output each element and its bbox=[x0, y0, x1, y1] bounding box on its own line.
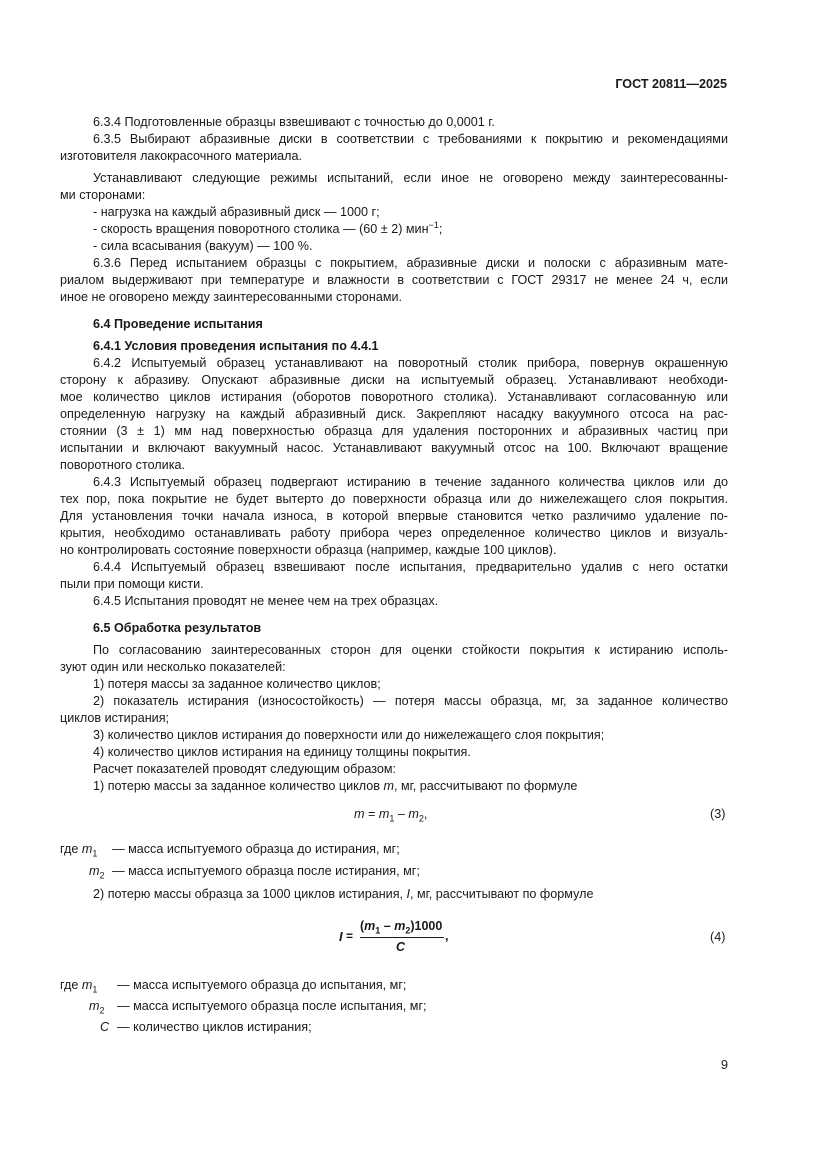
where-2-m2-sub: 2 bbox=[99, 1005, 105, 1016]
calculation-intro: Расчет показателей проводят следующим образом: bbox=[93, 762, 397, 776]
modes-intro-line-1: Устанавливают следующие режимы испытаний, если иное не оговорено между заинтересованны- bbox=[93, 171, 728, 185]
where-2-m1 bbox=[60, 977, 97, 994]
eq4-num-minus: – bbox=[380, 919, 395, 933]
clause-6-3-6-line-3: иное не оговорено между заинтересованными сторонами. bbox=[60, 290, 403, 304]
eq4-num-sub1: 1 bbox=[375, 925, 381, 936]
eq3-m1: m bbox=[378, 807, 390, 821]
eq3-sub2: 2 bbox=[418, 813, 424, 824]
eq3-comma: , bbox=[423, 807, 428, 821]
clause-6-4-2-line-7: поворотного столика. bbox=[60, 458, 185, 472]
where-2-m2-description: — масса испытуемого образца после испытания, мг; bbox=[117, 999, 427, 1013]
clause-6-4-3-line-1: 6.4.3 Испытуемый образец подвергают истиранию в течение заданного количества циклов или до bbox=[93, 475, 728, 489]
where-1-m2-sub: 2 bbox=[99, 870, 105, 881]
clause-6-4-2-line-5: стоянии (3 ± 1) мм над поверхностью образца для удаления посторонних и абразивных частиц при bbox=[60, 424, 728, 438]
clause-6-4-4-line-1: 6.4.4 Испытуемый образец взвешивают после испытания, предварительно удалив с него остатки bbox=[93, 560, 728, 574]
calculation-item-1-end: , мг, рассчитывают по формуле bbox=[393, 779, 578, 793]
equation-3 bbox=[354, 806, 427, 823]
page-number: 9 bbox=[721, 1058, 729, 1072]
clause-6-3-6-line-1: 6.3.6 Перед испытанием образцы с покрытием, абразивные диски и полоски с абразивным мате- bbox=[93, 256, 728, 270]
eq3-m: m bbox=[354, 807, 365, 821]
where-1-m1-sub: 1 bbox=[92, 848, 98, 859]
section-6-5-intro-line-1: По согласованию заинтересованных сторон для оценки стойкости покрытия к истиранию исполь- bbox=[93, 643, 728, 657]
calculation-item-2-text: 2) потерю массы образца за 1000 циклов истирания, bbox=[93, 887, 407, 901]
eq4-num-m1: m bbox=[364, 919, 376, 933]
clause-6-4-3-line-4: крытия, необходимо останавливать работу прибора через определенное количество циклов и визуаль- bbox=[60, 526, 728, 540]
mode-item-speed-end: ; bbox=[438, 222, 443, 236]
where-1-m1 bbox=[60, 841, 97, 858]
calculation-item-1 bbox=[93, 778, 577, 795]
clause-6-3-6-line-2: риалом выдерживают при температуре и влажности в соответствии с ГОСТ 29317 не менее 24 ч, если bbox=[60, 273, 728, 287]
eq4-num-factor: 1000 bbox=[414, 919, 443, 933]
indicator-item-2-line-1: 2) показатель истирания (износостойкость) — потеря массы образца, мг, за заданное количество bbox=[93, 694, 728, 708]
modes-intro-line-2: ми сторонами: bbox=[60, 188, 146, 202]
clause-6-3-4: 6.3.4 Подготовленные образцы взвешивают с точностью до 0,0001 г. bbox=[93, 115, 495, 129]
calculation-item-2-variable: I bbox=[406, 887, 411, 901]
indicator-item-3: 3) количество циклов истирания до поверхности или до нижележащего слоя покрытия; bbox=[93, 728, 605, 742]
where-1-m2-symbol: m bbox=[89, 864, 100, 878]
clause-6-4-3-line-2: тех пор, пока покрытие не будет вытерто до поверхности образца или до нижележащего слоя покрытия. bbox=[60, 492, 728, 506]
section-6-5-heading: 6.5 Обработка результатов bbox=[93, 621, 262, 635]
mode-item-speed bbox=[93, 221, 442, 238]
calculation-item-2 bbox=[93, 886, 593, 903]
clause-6-4-2-line-3: мое количество циклов истирания (оборотов поворотного столика). Устанавливают согласованную или bbox=[60, 390, 728, 404]
where-1-m1-symbol: m bbox=[81, 842, 93, 856]
where-2-m1-description: — масса испытуемого образца до испытания, мг; bbox=[117, 978, 407, 992]
clause-6-4-3-line-3: Для установления точки начала износа, в которой впервые становится четко различимо удаление по- bbox=[60, 509, 728, 523]
mode-item-speed-exponent: −1 bbox=[428, 219, 439, 230]
clause-6-4-3-line-5: но контролировать состояние поверхности образца (например, каждые 100 циклов). bbox=[60, 543, 557, 557]
where-2-c-symbol: C bbox=[100, 1020, 110, 1034]
clause-6-4-2-line-1: 6.4.2 Испытуемый образец устанавливают на поворотный столик прибора, повернув окрашенную bbox=[93, 356, 728, 370]
calculation-item-1-text: 1) потерю массы за заданное количество циклов bbox=[93, 779, 384, 793]
calculation-item-2-end: , мг, рассчитывают по формуле bbox=[410, 887, 594, 901]
indicator-item-1: 1) потеря массы за заданное количество циклов; bbox=[93, 677, 381, 691]
where-1-m1-description: — масса испытуемого образца до истирания, мг; bbox=[112, 842, 400, 856]
where-2-m1-sub: 1 bbox=[92, 984, 98, 995]
where-1-m2-description: — масса испытуемого образца после истирания, мг; bbox=[112, 864, 420, 878]
clause-6-4-1-heading: 6.4.1 Условия проведения испытания по 4.4.1 bbox=[93, 339, 379, 353]
clause-6-4-2-line-4: определенную нагрузку на каждый абразивный диск. Закрепляют насадку вакуумного отсоса на рас- bbox=[60, 407, 728, 421]
where-2-c-description: — количество циклов истирания; bbox=[117, 1020, 312, 1034]
section-6-4-heading: 6.4 Проведение испытания bbox=[93, 317, 263, 331]
equation-3-number: (3) bbox=[710, 807, 726, 821]
standard-number: ГОСТ 20811—2025 bbox=[615, 77, 727, 91]
eq4-denominator: C bbox=[396, 940, 406, 954]
clause-6-4-5: 6.4.5 Испытания проводят не менее чем на трех образцах. bbox=[93, 594, 439, 608]
eq3-m2: m bbox=[408, 807, 419, 821]
equation-4-number: (4) bbox=[710, 930, 726, 944]
section-6-5-intro-line-2: зуют один или несколько показателей: bbox=[60, 660, 286, 674]
eq4-comma: , bbox=[445, 929, 449, 943]
where-2-m2 bbox=[89, 998, 105, 1015]
eq3-minus: – bbox=[394, 807, 409, 821]
eq4-lhs: I bbox=[339, 929, 343, 944]
eq4-num-close: ) bbox=[410, 919, 415, 933]
where-2-m1-symbol: m bbox=[81, 978, 93, 992]
eq3-sub1: 1 bbox=[389, 813, 395, 824]
indicator-item-2-line-2: циклов истирания; bbox=[60, 711, 170, 725]
clause-6-3-5-line-2: изготовителя лакокрасочного материала. bbox=[60, 149, 303, 163]
eq4-numerator bbox=[360, 918, 442, 934]
mode-item-vacuum: - сила всасывания (вакуум) — 100 %. bbox=[93, 239, 313, 253]
clause-6-3-5-line-1: 6.3.5 Выбирают абразивные диски в соответствии с требованиями к покрытию и рекомендациями bbox=[93, 132, 728, 146]
clause-6-4-2-line-2: сторону к абразиву. Опускают абразивные диски на испытуемый образец. Устанавливают необходи- bbox=[60, 373, 728, 387]
mode-item-speed-text: - скорость вращения поворотного столика — (60 ± 2) мин bbox=[93, 222, 429, 236]
mode-item-load: - нагрузка на каждый абразивный диск — 1000 г; bbox=[93, 205, 380, 219]
eq3-equals: = bbox=[364, 807, 379, 821]
eq4-num-sub2: 2 bbox=[405, 925, 411, 936]
clause-6-4-2-line-6: испытании и включают вакуумный насос. Устанавливают вакуумный отсос на 100. Включают вращение bbox=[60, 441, 728, 455]
calculation-item-1-variable: m bbox=[383, 779, 394, 793]
eq4-num-m2: m bbox=[394, 919, 406, 933]
eq4-num-open: ( bbox=[360, 919, 365, 933]
clause-6-4-4-line-2: пыли при помощи кисти. bbox=[60, 577, 204, 591]
where-1-label: где bbox=[60, 842, 82, 856]
eq4-equals: = bbox=[346, 929, 354, 943]
indicator-item-4: 4) количество циклов истирания на единицу толщины покрытия. bbox=[93, 745, 471, 759]
where-1-m2 bbox=[89, 863, 105, 880]
where-2-m2-symbol: m bbox=[89, 999, 100, 1013]
where-2-label: где bbox=[60, 978, 82, 992]
